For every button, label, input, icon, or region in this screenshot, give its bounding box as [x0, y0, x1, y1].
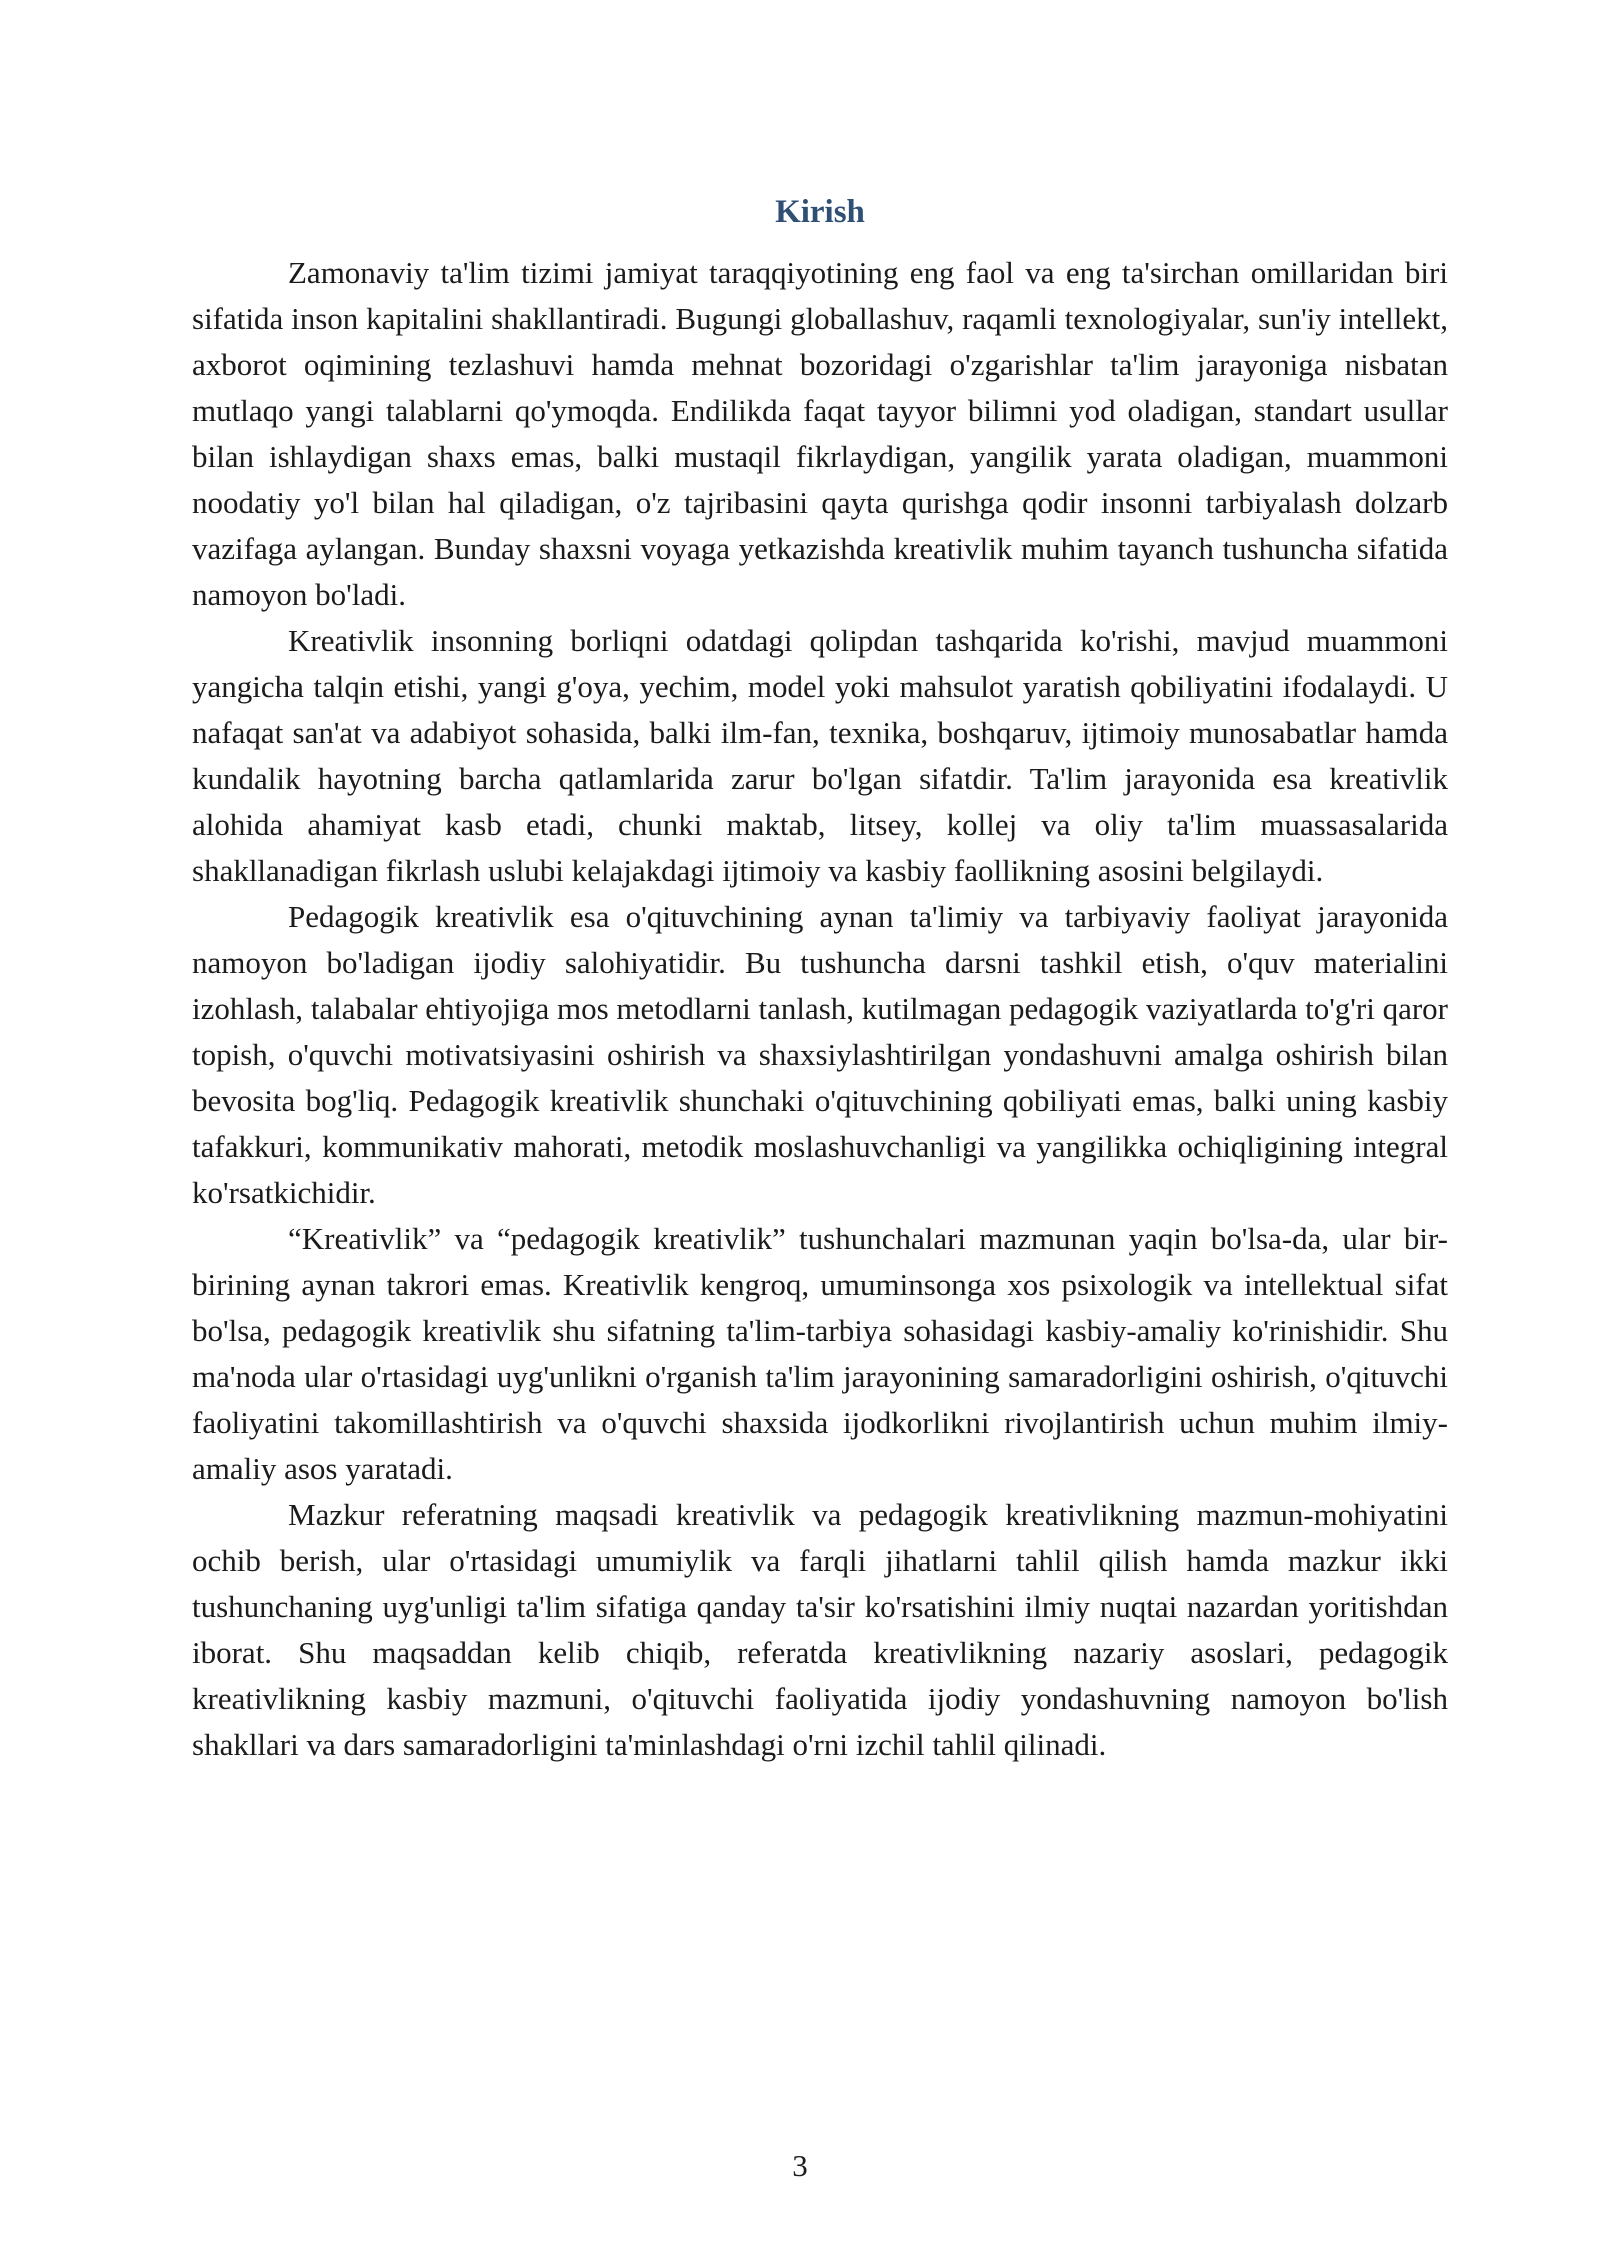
page-content — [192, 182, 1448, 1768]
page-title: Kirish — [775, 194, 865, 230]
paragraph-5: Mazkur referatning maqsadi kreativlik va pedagogik kreativlikning mazmun-mohiyatini ochib berish, ular o'rtasidagi umumiylik va farqli jihatlarni tahlil qilish hamda mazkur ikki tushunchaning uyg'unligi ta'lim sifatiga qanday ta'sir ko'rsatishini ilmiy nuqtai nazardan yoritishdan iborat. Shu maqsaddan kelib chiqib, referatda kreativlikning nazariy asoslari, pedagogik kreativlikning kasbiy mazmuni, o'qituvchi faoliyatida ijodiy yondashuvning namoyon bo'lish shakllari va dars samaradorligini ta'minlashdagi o'rni izchil tahlil qilinadi. — [192, 1497, 1448, 1762]
paragraph-3: Pedagogik kreativlik esa o'qituvchining aynan ta'limiy va tarbiyaviy faoliyat jarayonida namoyon bo'ladigan ijodiy salohiyatidir. Bu tushuncha darsni tashkil etish, o'quv materialini izohlash, talabalar ehtiyojiga mos metodlarni tanlash, kutilmagan pedagogik vaziyatlarda to'g'ri qaror topish, o'quvchi motivatsiyasini oshirish va shaxsiylashtirilgan yondashuvni amalga oshirish bilan bevosita bog'liq. Pedagogik kreativlik shunchaki o'qituvchining qobiliyati emas, balki uning kasbiy tafakkuri, kommunikativ mahorati, metodik moslashuvchanligi va yangilikka ochiqligining integral ko'rsatkichidir. — [192, 899, 1448, 1210]
paragraph-1: Zamonaviy ta'lim tizimi jamiyat taraqqiyotining eng faol va eng ta'sirchan omillaridan biri sifatida inson kapitalini shakllantiradi. Bugungi globallashuv, raqamli texnologiyalar, sun'iy intellekt, axborot oqimining tezlashuvi hamda mehnat bozoridagi o'zgarishlar ta'lim jarayoniga nisbatan mutlaqo yangi talablarni qo'ymoqda. Endilikda faqat tayyor bilimni yod oladigan, standart usullar bilan ishlaydigan shaxs emas, balki mustaqil fikrlaydigan, yangilik yarata oladigan, muammoni noodatiy yo'l bilan hal qiladigan, o'z tajribasini qayta qurishga qodir insonni tarbiyalash dolzarb vazifaga aylangan. Bunday shaxsni voyaga yetkazishda kreativlik muhim tayanch tushuncha sifatida namoyon bo'ladi. — [192, 255, 1448, 612]
paragraph-4: “Kreativlik” va “pedagogik kreativlik” tushunchalari mazmunan yaqin bo'lsa-da, ular bir-birining aynan takrori emas. Kreativlik kengroq, umuminsonga xos psixologik va intellektual sifat bo'lsa, pedagogik kreativlik shu sifatning ta'lim-tarbiya sohasidagi kasbiy-amaliy ko'rinishidir. Shu ma'noda ular o'rtasidagi uyg'unlikni o'rganish ta'lim jarayonining samaradorligini oshirish, o'qituvchi faoliyatini takomillashtirish va o'quvchi shaxsida ijodkorlikni rivojlantirish uchun muhim ilmiy-amaliy asos yaratadi. — [192, 1221, 1448, 1486]
paragraph-2: Kreativlik insonning borliqni odatdagi qolipdan tashqarida ko'rishi, mavjud muammoni yangicha talqin etishi, yangi g'oya, yechim, model yoki mahsulot yaratish qobiliyatini ifodalaydi. U nafaqat san'at va adabiyot sohasida, balki ilm-fan, texnika, boshqaruv, ijtimoiy munosabatlar hamda kundalik hayotning barcha qatlamlarida zarur bo'lgan sifatdir. Ta'lim jarayonida esa kreativlik alohida ahamiyat kasb etadi, chunki maktab, litsey, kollej va oliy ta'lim muassasalarida shakllanadigan fikrlash uslubi kelajakdagi ijtimoiy va kasbiy faollikning asosini belgilaydi. — [192, 623, 1448, 888]
page-number: 3 — [792, 2148, 808, 2183]
